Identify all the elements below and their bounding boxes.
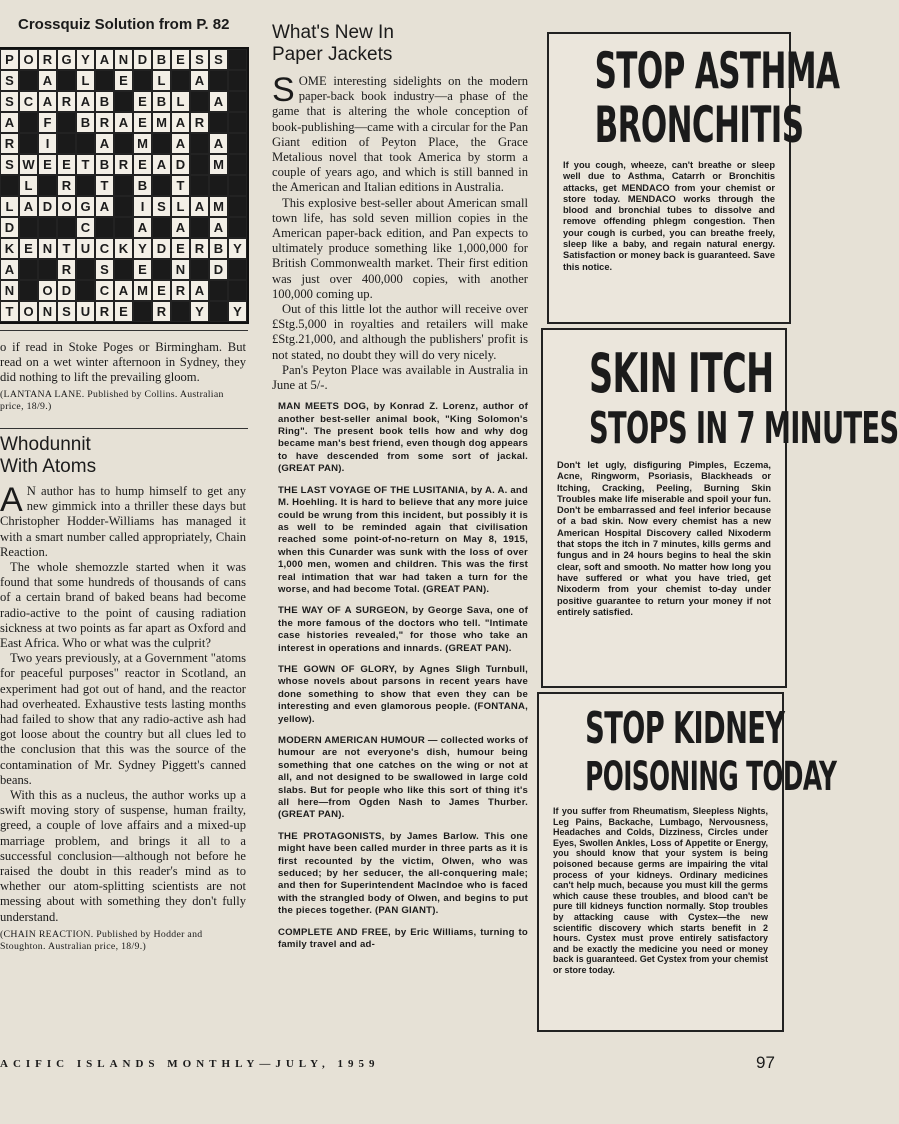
crossword-cell: A [152,154,171,175]
crossword-cell: C [19,91,38,112]
crossword-cell: B [209,238,228,259]
review-credit: (LANTANA LANE. Published by Collins. Australian price, 18/9.) [0,388,224,412]
crossword-cell: A [133,217,152,238]
page-number: 97 [756,1053,775,1072]
crossword-cell: Y [133,238,152,259]
ad-asthma [547,32,840,324]
crossword-block [19,133,38,154]
crossword-block [171,70,190,91]
drop-cap: S [272,71,295,109]
review-item: MAN MEETS DOG, by Konrad Z. Lorenz, author of another best-seller animal book, "King Solomon's Ring". The present book tells how and why dog became man's best friend, even though dog appears to have descended from some sort of jackal. (GREAT PAN). [278,401,528,475]
crossword-cell: R [38,49,57,70]
ad-headline: POISONING TODAY [585,754,837,800]
crossword-cell: T [0,301,19,322]
crossword-cell: A [190,196,209,217]
crossquiz-heading: Crossquiz Solution from P. 82 [18,16,230,33]
crossword-cell: E [171,238,190,259]
whodunnit-article [0,434,246,953]
crossword-cell: R [95,112,114,133]
crossword-cell: O [38,280,57,301]
ad-headline: SKIN ITCH [588,342,774,405]
crossword-block [133,70,152,91]
article-paragraph: Two years previously, at a Government "atoms for peaceful purposes" reactor in Scotland, an experiment had got out of hand, and the reactor had overheated. Exhaustive tests lasting months had failed to show that any radio-active ash had got loose about the country but all clues led to the conclusion that this was the source of the contamination of Mr. Sydney Piggett's canned beans. [0,651,247,787]
crossword-block [19,70,38,91]
crossword-block [76,259,95,280]
crossword-cell: R [57,91,76,112]
crossword-cell: T [76,154,95,175]
crossword-block [114,196,133,217]
crossword-block [114,175,133,196]
crossword-cell: A [171,217,190,238]
crossword-cell: I [38,133,57,154]
crossword-block [228,280,247,301]
crossword-cell: D [133,49,152,70]
crossword-block [228,259,247,280]
ad-body: If you cough, wheeze, can't breathe or sleep well due to Asthma, Catarrh or Bronchitis attacks, get MENDACO from your chemist or store today. MENDACO works through the blood and bronchial tubes to dissolve and remove offending phlegm congestion. Then your cough is curbed, you can breathe freely, sleep like a baby, and regain natural energy. Satisfaction or money back is guaranteed. Save this notice. [563,160,775,272]
crossword-cell: M [133,280,152,301]
crossword-block [209,112,228,133]
crossword-cell: R [190,238,209,259]
crossword-block [190,259,209,280]
crossword-cell: S [0,91,19,112]
crossword-cell: E [57,154,76,175]
left-column [0,0,250,952]
crossword-cell: R [57,175,76,196]
crossword-cell: S [152,196,171,217]
crossword-cell: E [114,70,133,91]
lantana-review-end [0,340,246,413]
crossword-cell: R [0,133,19,154]
crossword-cell: Y [228,238,247,259]
crossword-cell: E [133,154,152,175]
crossword-cell: L [76,70,95,91]
crossword-cell: P [0,49,19,70]
crossword-cell: A [190,70,209,91]
crossword-block [38,175,57,196]
crossword-cell: F [38,112,57,133]
crossword-block [76,133,95,154]
crossword-cell: A [38,91,57,112]
crossword-cell: R [114,154,133,175]
crossword-block [190,91,209,112]
crossword-cell: A [76,91,95,112]
crossword-cell: N [0,280,19,301]
crossword-cell: M [152,112,171,133]
crossword-cell: S [209,49,228,70]
middle-column [272,0,528,961]
crossword-cell: T [171,175,190,196]
crossword-block [209,70,228,91]
crossword-cell: O [19,49,38,70]
crossword-block [19,112,38,133]
crossword-cell: O [57,196,76,217]
crossword-block [19,280,38,301]
crossword-cell: A [95,196,114,217]
review-item: THE WAY OF A SURGEON, by George Sava, one of the more famous of the doctors who tell. "Intimate case histories revealed," for those who take an interest in operations and innards. (GREAT PAN). [278,605,528,654]
article-paragraph: OME interesting sidelights on the modern paper-back book industry—a phase of the game that is altering the whole conception of book-publishing—came with a circular for the Pan Giant edition of Peyton Place, the Grace Metalious novel that took America by storm a couple of years ago, and which is still banned in the American and Italian editions in Australia. [272,74,529,195]
article-paragraph: Out of this little lot the author will receive over £Stg.5,000 in royalties and retailers will make £Stg.21,000, and although the publishers' profit is not stated, no doubt they will do very nicely. [272,302,528,362]
crossword-block [0,175,19,196]
crossword-cell: E [133,91,152,112]
crossword-block [95,217,114,238]
crossword-cell: R [57,259,76,280]
crossword-cell: R [171,280,190,301]
crossword-cell: E [133,259,152,280]
review-item: THE PROTAGONISTS, by James Barlow. This one might have been called murder in three parts as it is first recounted by the victim, Olwen, who was seduced; by her seducer, the all-conquering male; and then for Superintendent MacIndoe who is faced with the strangled body of Olwen, and begins to put the pieces together. (PAN GIANT). [278,830,528,917]
crossword-block [228,70,247,91]
ad-kidney [537,692,837,1032]
crossword-block [228,133,247,154]
crossword-cell: M [209,196,228,217]
crossword-cell: A [190,280,209,301]
crossword-cell: A [171,133,190,154]
ad-headline: BRONCHITIS [594,96,804,154]
crossword-block [76,280,95,301]
crossword-block [38,217,57,238]
crossword-block [57,112,76,133]
crossword-cell: A [209,133,228,154]
crossword-block [95,70,114,91]
crossword-block [57,70,76,91]
page-footer: ACIFIC ISLANDS MONTHLY—JULY, 1959 [0,1058,380,1070]
crossword-block [76,175,95,196]
crossword-cell: A [114,280,133,301]
crossword-cell: A [209,91,228,112]
crossword-cell: D [171,154,190,175]
crossword-cell: Y [228,301,247,322]
article-title-line1: What's New In [272,22,394,43]
crossword-cell: M [133,133,152,154]
crossword-block [19,259,38,280]
article-paragraph: This explosive best-seller about American small town life, has sold seven million copies in the American paper-back edition, and Pan expects to ultimately produce something like 1,000,000 for British Commonwealth market. Their first edition was just over 400,000 copies, with another 100,000 coming up. [272,195,528,301]
crossword-grid [0,47,249,324]
crossword-cell: E [133,112,152,133]
crossword-cell: B [133,175,152,196]
crossword-cell: N [171,259,190,280]
crossword-cell: T [95,175,114,196]
crossword-block [114,217,133,238]
article-title-line1: Whodunnit [0,434,91,455]
article-paragraph: The whole shemozzle started when it was found that some hundreds of thousands of cans of a certain brand of baked beans had become radio-active to the point of causing radiation sickness at two points as far apart as Oxford and East Africa. Who or what was the culprit? [0,560,246,651]
crossword-cell: I [133,196,152,217]
crossword-block [228,217,247,238]
crossword-cell: K [0,238,19,259]
crossword-block [228,49,247,70]
crossword-block [114,133,133,154]
crossword-cell: B [152,91,171,112]
crossword-cell: A [171,112,190,133]
crossword-cell: S [0,70,19,91]
crossword-cell: D [38,196,57,217]
crossword-cell: O [19,301,38,322]
review-list [272,401,528,951]
ad-headline: STOPS IN 7 MINUTES [588,403,899,454]
ad-body: If you suffer from Rheumatism, Sleepless Nights, Leg Pains, Backache, Lumbago, Nervousness, Headaches and Colds, Dizziness, Circles under Eyes, Swollen Ankles, Loss of Appetite or Energy, you should know that your system is being poisoned because germs are impairing the vital process of your kidneys. Ordinary medicines can't help much, because you must kill the germs which cause these troubles, and blood can't be pure till kidneys function normally. Stop troubles by attacking cause with Cystex—the new scientific discovery which starts benefit in 2 hours. Cystex must prove entirely satisfactory and be exactly the medicine you need or money back is guaranteed. Get Cystex from your chemist or store today. [553,806,768,975]
crossword-cell: L [19,175,38,196]
crossword-cell: E [19,238,38,259]
crossword-cell: R [95,301,114,322]
crossword-block [38,259,57,280]
crossword-block [57,133,76,154]
crossword-cell: C [95,280,114,301]
crossword-block [152,133,171,154]
crossword-cell: E [171,49,190,70]
ad-body: Don't let ugly, disfiguring Pimples, Eczema, Acne, Ringworm, Psoriasis, Blackheads or Itching, Cracking, Peeling, Burning Skin Troubles make life miserable and spoil your fun. Don't be embarrassed and feel inferior because of a bad skin. Now every chemist has a new American Hospital Discovery called Nixoderm that stops the itch in 7 minutes, kills germs and fungus and in 24 hours begins to heal the skin clear, soft and smooth. No matter how long you have suffered or what you have tried, get Nixoderm from your chemist to-day under positive guarantee to return your money if not entirely satisfied. [557,460,771,617]
crossword-block [228,196,247,217]
review-item: THE LAST VOYAGE OF THE LUSITANIA, by A. A. and M. Hoehling. It is hard to believe that any more juice could be wrung from this incident, but possibly it is as well to be reminded again that civilisation reached some point-of-no-return on May 8, 1915, when this Cunarder was sunk with the loss of over 1,000 men, women and children. This was the first real intimation that war had taken a turn for the worse, and had become Total. (GREAT PAN). [278,484,528,595]
article-paragraph: Pan's Peyton Place was available in Australia in June at 5/-. [272,362,528,393]
crossword-block [114,91,133,112]
crossword-block [19,217,38,238]
crossword-block [209,175,228,196]
crossword-block [190,175,209,196]
crossword-cell: S [57,301,76,322]
crossword-block [152,259,171,280]
crossword-block [133,301,152,322]
crossword-cell: D [152,238,171,259]
article-title-line2: With Atoms [0,456,97,477]
crossword-cell: M [209,154,228,175]
crossword-cell: B [152,49,171,70]
crossword-cell: A [114,112,133,133]
crossword-cell: S [95,259,114,280]
review-paragraph: o if read in Stoke Poges or Birmingham. But read on a wet winter afternoon in Sydney, they did nothing to lift the prevailing gloom. [0,340,246,385]
article-paragraph: With this as a nucleus, the author works up a swift moving story of suspense, human frailty, greed, a couple of love affairs and a mixed-up marriage problem, and brings it all to a successful conclusion—although not before he raised the doubt in this reader's mind as to whether our atom-splitting scientists are not messing about with something they don't fully understand. [0,788,246,924]
crossword-cell: C [95,238,114,259]
crossword-cell: A [19,196,38,217]
crossword-cell: A [38,70,57,91]
crossword-cell: E [114,301,133,322]
ad-headline: STOP ASTHMA [594,42,840,100]
divider [0,428,248,429]
crossword-block [228,91,247,112]
crossword-cell: E [38,154,57,175]
crossword-cell: U [76,301,95,322]
ad-headline: STOP KIDNEY [585,703,785,754]
divider [0,330,248,331]
crossword-cell: N [38,238,57,259]
review-item: THE GOWN OF GLORY, by Agnes Sligh Turnbull, whose novels about parsons in recent years have done something to show that even they can be interesting and even glamorous people. (FONTANA, yellow). [278,663,528,725]
review-item: MODERN AMERICAN HUMOUR — collected works of humour are not everyone's dish, humour being something that one catches on the wing or not at all, and not designed to be swallowed in large cold slabs. But for people who like this sort of thing it's all here—from Ogden Nash to James Thurber. (GREAT PAN). [278,735,528,821]
crossword-cell: W [19,154,38,175]
crossword-cell: D [209,259,228,280]
crossword-cell: A [95,133,114,154]
crossword-block [228,112,247,133]
crossword-block [152,175,171,196]
crossword-cell: S [190,49,209,70]
crossword-cell: L [0,196,19,217]
crossword-cell: C [76,217,95,238]
article-title-line2: Paper Jackets [272,44,393,65]
crossword-cell: B [95,154,114,175]
crossword-cell: L [171,196,190,217]
crossword-block [228,154,247,175]
crossword-cell: A [209,217,228,238]
crossword-cell: B [76,112,95,133]
crossword-cell: G [76,196,95,217]
crossword-block [190,154,209,175]
review-item: COMPLETE AND FREE, by Eric Williams, turning to family travel and ad- [278,926,528,951]
crossword-cell: D [57,280,76,301]
crossword-cell: R [152,301,171,322]
ad-skin-itch [541,328,899,688]
crossword-cell: S [0,154,19,175]
crossword-cell: A [0,112,19,133]
crossword-cell: T [57,238,76,259]
article-paragraph: N author has to hump himself to get any new gimmick into a thriller these days but Christopher Hodder-Williams has managed it with a smart number called appropriately, Chain Reaction. [0,484,246,559]
article-credit: (CHAIN REACTION. Published by Hodder and Stoughton. Australian price, 18/9.) [0,928,203,952]
crossword-block [209,301,228,322]
crossword-cell: G [57,49,76,70]
crossword-cell: R [190,112,209,133]
crossword-cell: K [114,238,133,259]
crossword-cell: N [38,301,57,322]
crossword-cell: B [95,91,114,112]
crossword-cell: L [152,70,171,91]
crossword-block [190,217,209,238]
drop-cap: A [0,481,23,519]
crossword-block [114,259,133,280]
crossword-block [152,217,171,238]
crossword-cell: Y [190,301,209,322]
crossword-block [171,301,190,322]
crossword-block [57,217,76,238]
crossword-block [209,280,228,301]
crossword-cell: U [76,238,95,259]
crossword-cell: A [0,259,19,280]
crossword-cell: E [152,280,171,301]
crossword-block [228,175,247,196]
crossword-cell: L [171,91,190,112]
crossword-cell: D [0,217,19,238]
crossword-cell: N [114,49,133,70]
crossword-cell: A [95,49,114,70]
crossword-cell: Y [76,49,95,70]
crossword-block [190,133,209,154]
